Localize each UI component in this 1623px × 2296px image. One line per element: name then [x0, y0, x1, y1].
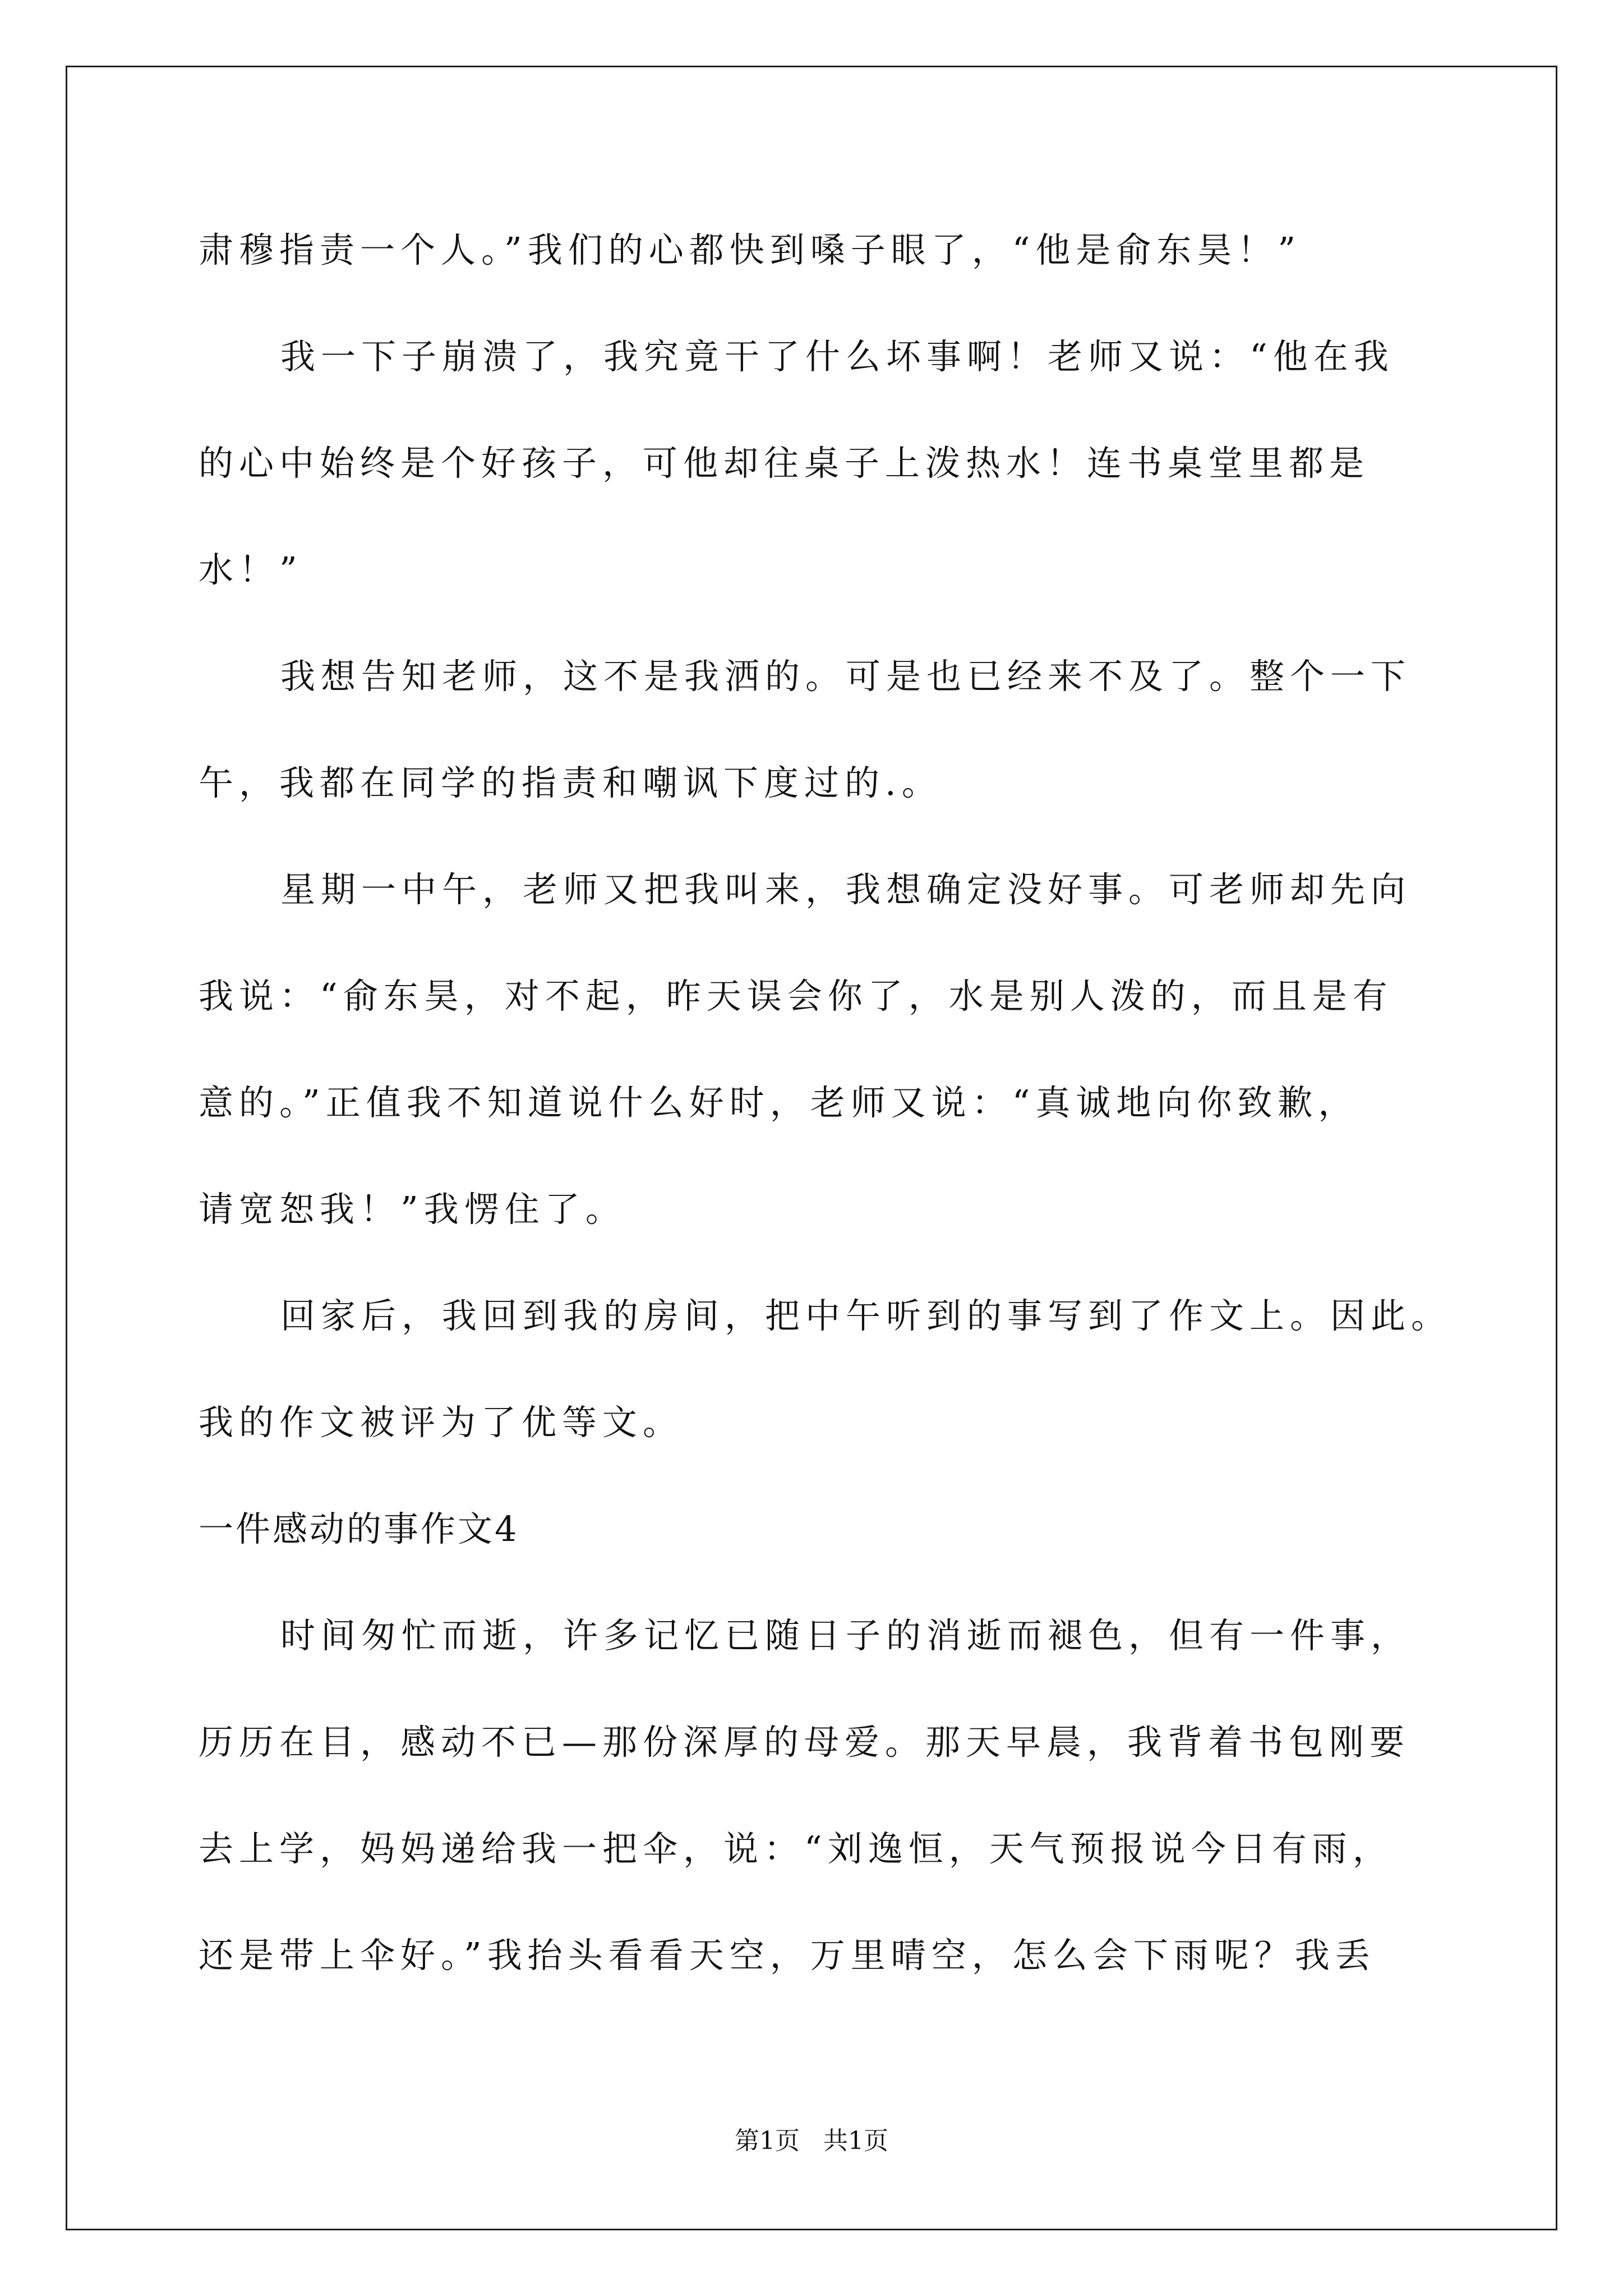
- body-line-8: 我说：“俞东昊，对不起，昨天误会你了，水是别人泼的，而且是有: [199, 976, 1393, 1016]
- page-footer: [0, 2129, 1623, 2154]
- body-line-11: 回家后，我回到我的房间，把中午听到的事写到了作文上。因此。: [280, 1295, 1452, 1336]
- body-line-16: 还是带上伞好。”我抬头看看天空，万里晴空，怎么会下雨呢？我丢: [199, 1935, 1376, 1976]
- body-line-10: 请宽恕我！”我愣住了。: [199, 1189, 626, 1230]
- body-line-15: 去上学，妈妈递给我一把伞，说：“刘逸恒，天气预报说今日有雨，: [199, 1828, 1393, 1869]
- body-line-14: 历历在目，感动不已—那份深厚的母爱。那天早晨，我背着书包刚要: [199, 1722, 1410, 1763]
- body-line-6: 午，我都在同学的指责和嘲讽下度过的.。: [199, 762, 942, 803]
- body-line-9: 意的。”正值我不知道说什么好时，老师又说：“真诚地向你致歉，: [199, 1082, 1359, 1123]
- body-line-5: 我想告知老师，这不是我洒的。可是也已经来不及了。整个一下: [280, 656, 1412, 697]
- section-heading: 一件感动的事作文4: [199, 1508, 519, 1549]
- body-line-2: 我一下子崩溃了，我究竟干了什么坏事啊！老师又说：“他在我: [280, 336, 1394, 377]
- body-line-13: 时间匆忙而逝，许多记忆已随日子的消逝而褪色，但有一件事，: [280, 1615, 1412, 1656]
- page-number: 第1页: [735, 2127, 800, 2155]
- body-line-3: 的心中始终是个好孩子，可他却往桌子上泼热水！连书桌堂里都是: [199, 443, 1370, 484]
- body-line-12: 我的作文被评为了优等文。: [199, 1402, 684, 1443]
- page-total: 共1页: [823, 2127, 888, 2155]
- body-line-4: 水！”: [199, 549, 303, 590]
- body-line-7: 星期一中午，老师又把我叫来，我想确定没好事。可老师却先向: [280, 869, 1412, 910]
- page-border: [66, 66, 1557, 2230]
- body-line-1: 肃穆指责一个人。”我们的心都快到嗓子眼了，“他是俞东昊！”: [199, 229, 1302, 270]
